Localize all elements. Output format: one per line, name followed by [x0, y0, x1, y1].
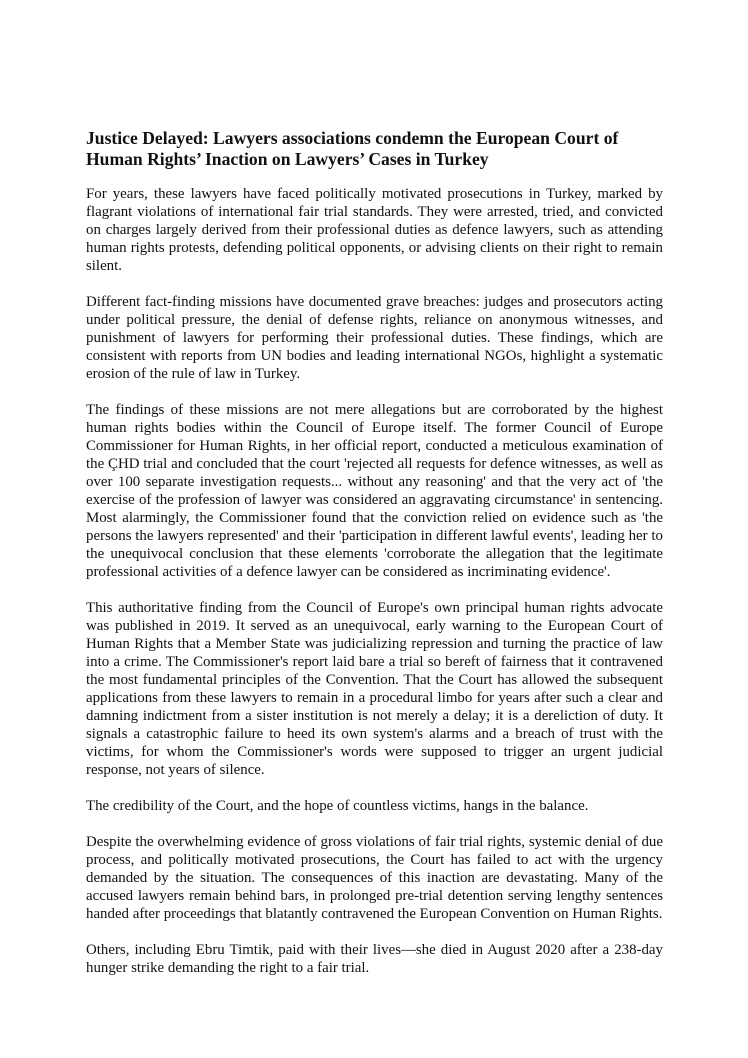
paragraph-4: This authoritative finding from the Council of Europe's own principal human rights advocate was published in 2019. It served as an unequivocal, early warning to the European Court of Human Rights that a Member State was judicializing repression and turning the practice of law into a crime. The Commissioner's report laid bare a trial so bereft of fairness that it contravened the most fundamental principles of the Convention. That the Court has allowed the subsequent applications from these lawyers to remain in a procedural limbo for years after such a clear and damning indictment from a sister institution is not merely a delay; it is a dereliction of duty. It signals a catastrophic failure to heed its own system's alarms and a breach of trust with the victims, for whom the Commissioner's words were supposed to trigger an urgent judicial response, not years of silence. [86, 600, 663, 778]
paragraph-6: Despite the overwhelming evidence of gross violations of fair trial rights, systemic denial of due process, and politically motivated prosecutions, the Court has failed to act with the urgency demanded by the situation. The consequences of this inaction are devastating. Many of the accused lawyers remain behind bars, in prolonged pre-trial detention serving lengthy sentences handed after proceedings that blatantly contravened the European Convention on Human Rights. [86, 834, 663, 922]
document-page [86, 128, 663, 995]
paragraph-7: Others, including Ebru Timtik, paid with their lives—she died in August 2020 after a 238-day hunger strike demanding the right to a fair trial. [86, 942, 663, 976]
paragraph-1: For years, these lawyers have faced politically motivated prosecutions in Turkey, marked by flagrant violations of international fair trial standards. They were arrested, tried, and convicted on charges largely derived from their professional duties as defence lawyers, such as attending human rights protests, defending political opponents, or advising clients on their right to remain silent. [86, 186, 663, 274]
paragraph-5: The credibility of the Court, and the hope of countless victims, hangs in the balance. [86, 798, 589, 814]
paragraph-3: The findings of these missions are not mere allegations but are corroborated by the highest human rights bodies within the Council of Europe itself. The former Council of Europe Commissioner for Human Rights, in her official report, conducted a meticulous examination of the ÇHD trial and concluded that the court 'rejected all requests for defence witnesses, as well as over 100 separate investigation requests... without any reasoning' and that the very act of 'the exercise of the profession of lawyer was considered an aggravating circumstance' in sentencing. Most alarmingly, the Commissioner found that the conviction relied on evidence such as 'the persons the lawyers represented' and their 'participation in different lawful events', leading her to the unequivocal conclusion that these elements 'corroborate the allegation that the legitimate professional activities of a defence lawyer can be considered as incriminating evidence'. [86, 402, 663, 580]
document-title: Justice Delayed: Lawyers associations condemn the European Court of Human Rights’ Inaction on Lawyers’ Cases in Turkey [86, 128, 619, 169]
paragraph-2: Different fact-finding missions have documented grave breaches: judges and prosecutors acting under political pressure, the denial of defense rights, reliance on anonymous witnesses, and punishment of lawyers for performing their professional duties. These findings, which are consistent with reports from UN bodies and leading international NGOs, highlight a systematic erosion of the rule of law in Turkey. [86, 294, 663, 382]
